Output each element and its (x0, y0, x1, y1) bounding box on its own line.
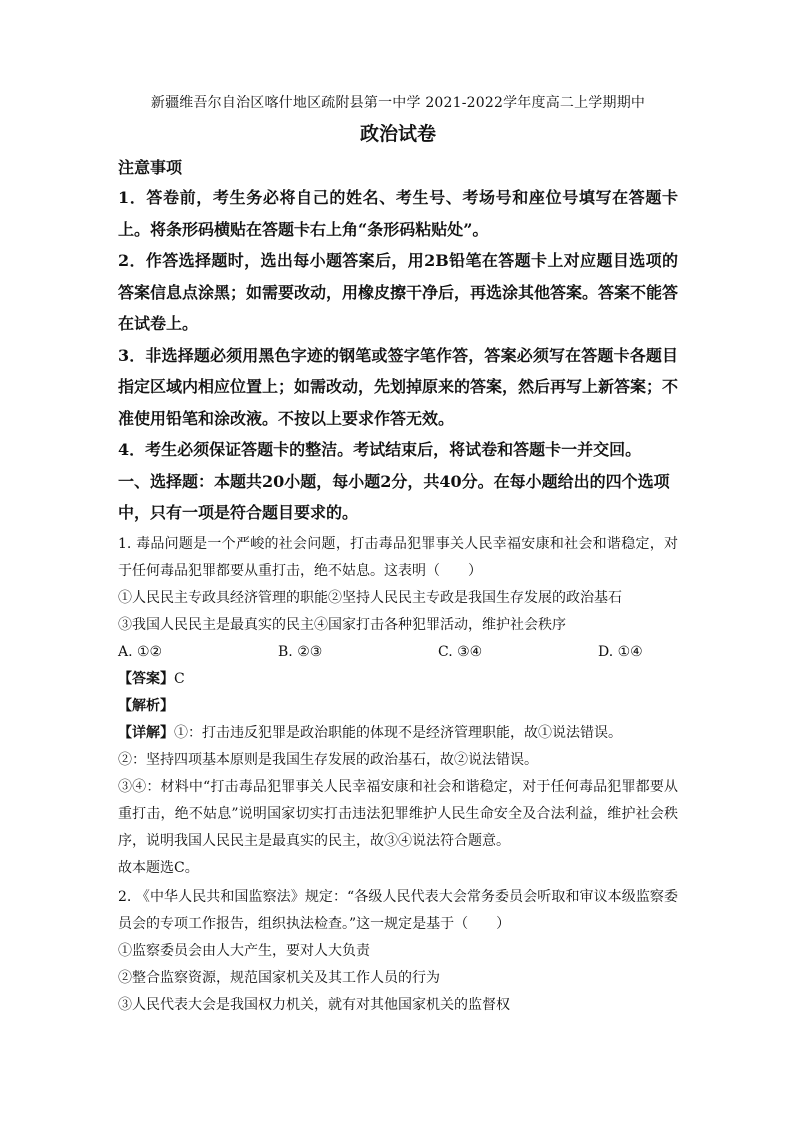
answer-value: C (174, 670, 185, 687)
notice-title: 注意事项 (118, 158, 183, 177)
question-2-statement-3: ③人民代表大会是我国权力机关，就有对其他国家机关的监督权 (118, 996, 510, 1013)
school-title: 新疆维吾尔自治区喀什地区疏附县第一中学 2021-2022学年度高二上学期期中 (150, 95, 646, 111)
option-d: D. ①④ (598, 643, 643, 660)
question-2-statement-1: ①监察委员会由人大产生，要对人大负责 (118, 942, 370, 959)
question-2 (118, 884, 678, 1019)
exam-title: 政治试卷 (359, 123, 436, 145)
analysis-tag: 【解析】 (118, 697, 174, 714)
question-1 (118, 531, 678, 882)
notice-item-4: 4．考生必须保证答题卡的整洁。考试结束后，将试卷和答题卡一并交回。 (118, 440, 642, 459)
question-1-answer (118, 666, 678, 693)
answer-tag: 【答案】 (118, 670, 174, 687)
exam-page (118, 92, 678, 1019)
question-2-statement-2: ②整合监察资源，规范国家机关及其工作人员的行为 (118, 969, 440, 986)
question-2-stem: 2. 《中华人民共和国监察法》规定：“各级人民代表大会常务委员会听取和审议本级监察委员会的专项工作报告，组织执法检查。”这一规定是基于（ ） (118, 888, 678, 932)
question-1-statement-1: ①人民民主专政具经济管理的职能②坚持人民民主专政是我国生存发展的政治基石 (118, 589, 622, 606)
section-heading-choice: 一、选择题：本题共20小题，每小题2分，共40分。在每小题给出的四个选项中，只有一项是符合题目要求的。 (118, 471, 670, 522)
notice-item-1: 1．答卷前，考生务必将自己的姓名、考生号、考场号和座位号填写在答题卡上。将条形码横贴在答题卡右上角“条形码粘贴处”。 (118, 188, 678, 239)
question-1-conclusion: 故本题选C。 (118, 859, 199, 876)
detail-text-1: ①：打击违反犯罪是政治职能的体现不是经济管理职能，故①说法错误。 (174, 724, 622, 741)
question-1-analysis (118, 693, 678, 720)
notice-item-2: 2．作答选择题时，选出每小题答案后，用2B铅笔在答题卡上对应题目选项的答案信息点涂黑；如需要改动，用橡皮擦干净后，再选涂其他答案。答案不能答在试卷上。 (118, 251, 679, 333)
question-1-statement-2: ③我国人民民主是最真实的民主④国家打击各种犯罪活动，维护社会秩序 (118, 616, 566, 633)
question-1-detail-3: ③④：材料中“打击毒品犯罪事关人民幸福安康和社会和谐稳定，对于任何毒品犯罪都要从重打击，绝不姑息”说明国家切实打击违法犯罪维护人民生命安全及合法利益，维护社会秩序，说明我国人民民主是最真实的民主，故③④说法符合题意。 (118, 778, 678, 849)
detail-tag: 【详解】 (118, 724, 174, 741)
question-1-options (118, 639, 678, 666)
question-1-detail-1 (118, 720, 678, 747)
notice-item-3: 3．非选择题必须用黑色字迹的钢笔或签字笔作答，答案必须写在答题卡各题目指定区域内相应位置上；如需改动，先划掉原来的答案，然后再写上新答案；不准使用铅笔和涂改液。不按以上要求作答无效。 (118, 345, 679, 428)
question-1-stem: 1. 毒品问题是一个严峻的社会问题，打击毒品犯罪事关人民幸福安康和社会和谐稳定，对于任何毒品犯罪都要从重打击，绝不姑息。这表明（ ） (118, 535, 678, 579)
option-b: B. ②③ (278, 643, 323, 660)
notice-section (118, 154, 678, 466)
question-1-detail-2: ②：坚持四项基本原则是我国生存发展的政治基石，故②说法错误。 (118, 751, 538, 768)
option-a: A. ①② (118, 643, 163, 660)
option-c: C. ③④ (438, 643, 483, 660)
